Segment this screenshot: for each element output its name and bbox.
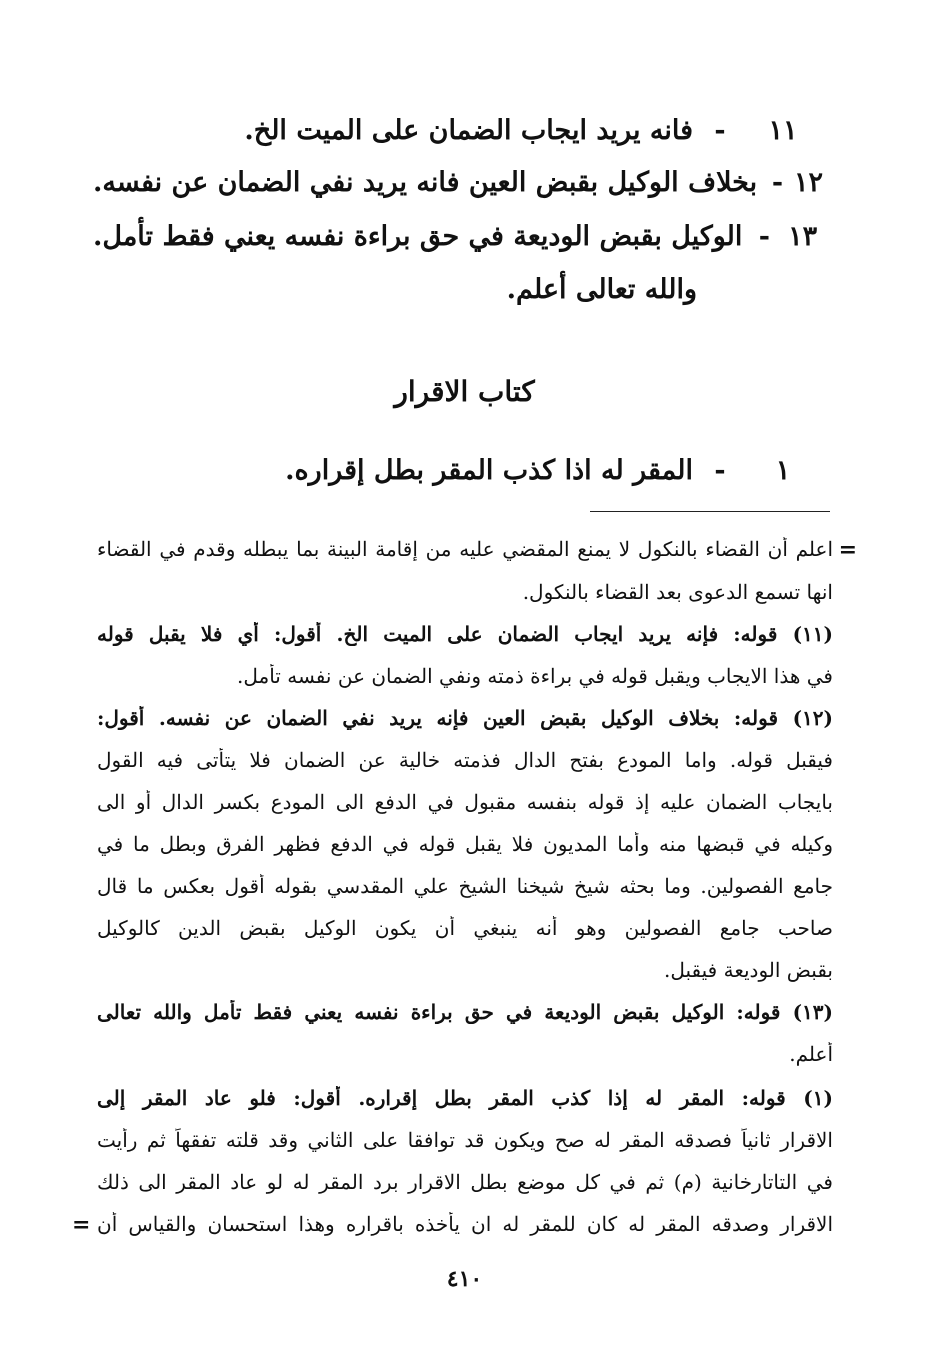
footnote-line: صاحب جامع الفصولين وهو أنه ينبغي أن يكون الوكيل بقبض الدين كالوكيل <box>97 916 833 940</box>
note-number: ١ <box>775 455 791 486</box>
page-number: ٤١٠ <box>446 1266 483 1292</box>
footnote-line: جامع الفصولين. وما بحثه شيخ شيخنا الشيخ علي المقدسي بقوله أقول بعكس ما قال <box>97 874 833 898</box>
upper-note-13-continuation <box>507 274 697 305</box>
footnote-line: انها تسمع الدعوى بعد القضاء بالنكول. <box>522 580 833 604</box>
footnote-line: (١٢) قوله: بخلاف الوكيل بقبض العين فإنه يريد نفي الضمان عن نفسه. أقول: <box>97 706 833 730</box>
footnote-line: الاقرار وصدقه المقر له كان للمقر له ان يأخذه باقراره وهذا استحسان والقياس أن <box>97 1212 833 1236</box>
note-continuation: والله تعالى أعلم. <box>506 274 697 305</box>
note-number: ١١ <box>768 115 798 146</box>
footnote-line: أعلم. <box>789 1042 833 1066</box>
footnote-line: في التاتارخانية (م) ثم في كل موضع بطل الاقرار برد المقر له لو عاد المقر الى ذلك <box>97 1170 833 1194</box>
note-dash: - <box>714 115 726 146</box>
footnote-line: (١) قوله: المقر له إذا كذب المقر بطل إقراره. أقول: فلو عاد المقر إلى <box>97 1086 833 1110</box>
continued-from-previous-mark: = <box>838 537 857 563</box>
section-title: كتاب الاقرار <box>394 375 535 408</box>
upper-note-11 <box>93 115 833 146</box>
note-text: فانه يريد ايجاب الضمان على الميت الخ. <box>244 115 693 146</box>
footnote-line: بقبض الوديعة فيقبل. <box>663 958 833 982</box>
upper-note-13 <box>93 221 833 252</box>
footnote-line: وكيله في قبضها منه وأما المديون فلا يقبل قوله في الدفع فظهر الفرق وبطل ما في <box>97 832 833 856</box>
footnote-line: الاقرار ثانياً فصدقه المقر له صح ويكون قد توافقا على الثاني وقد قلته تفقهاً ثم رأيت <box>97 1128 833 1152</box>
note-dash: - <box>771 167 784 198</box>
footnote-line: في هذا الايجاب ويقبل قوله في براءة ذمته ونفي الضمان عن نفسه تأمل. <box>237 664 833 688</box>
footnote-separator <box>590 511 830 512</box>
note-dash: - <box>714 455 726 486</box>
footnote-line: بايجاب الضمان عليه إذ قوله بنفسه مقبول في الدفع الى المودع بكسر الدال أو الى <box>97 790 833 814</box>
footnote-line: اعلم أن القضاء بالنكول لا يمنع المقضي عليه من إقامة البينة بما يبطله وقدم في القضاء <box>97 537 833 561</box>
continues-next-page-mark: = <box>72 1212 91 1238</box>
section-note-1 <box>93 455 833 486</box>
footnote-line: فيقبل قوله. واما المودع بفتح الدال فذمته خالية عن الضمان فلا يتأتى فيه القول <box>97 748 833 772</box>
note-number: ١٣ <box>788 221 818 252</box>
note-dash: - <box>758 221 770 252</box>
footnote-line: (١٣) قوله: الوكيل بقبض الوديعة في حق براءة نفسه يعني فقط تأمل والله تعالى <box>97 1000 833 1024</box>
upper-note-12 <box>93 167 833 198</box>
note-number: ١٢ <box>793 167 823 198</box>
note-text: بخلاف الوكيل بقبض العين فانه يريد نفي الضمان عن نفسه. <box>93 167 758 198</box>
note-text: الوكيل بقبض الوديعة في حق براءة نفسه يعني فقط تأمل. <box>93 221 743 252</box>
footnote-line: (١١) قوله: فإنه يريد ايجاب الضمان على الميت الخ. أقول: أي فلا يقبل قوله <box>97 622 833 646</box>
note-text: المقر له اذا كذب المقر بطل إقراره. <box>285 455 693 486</box>
